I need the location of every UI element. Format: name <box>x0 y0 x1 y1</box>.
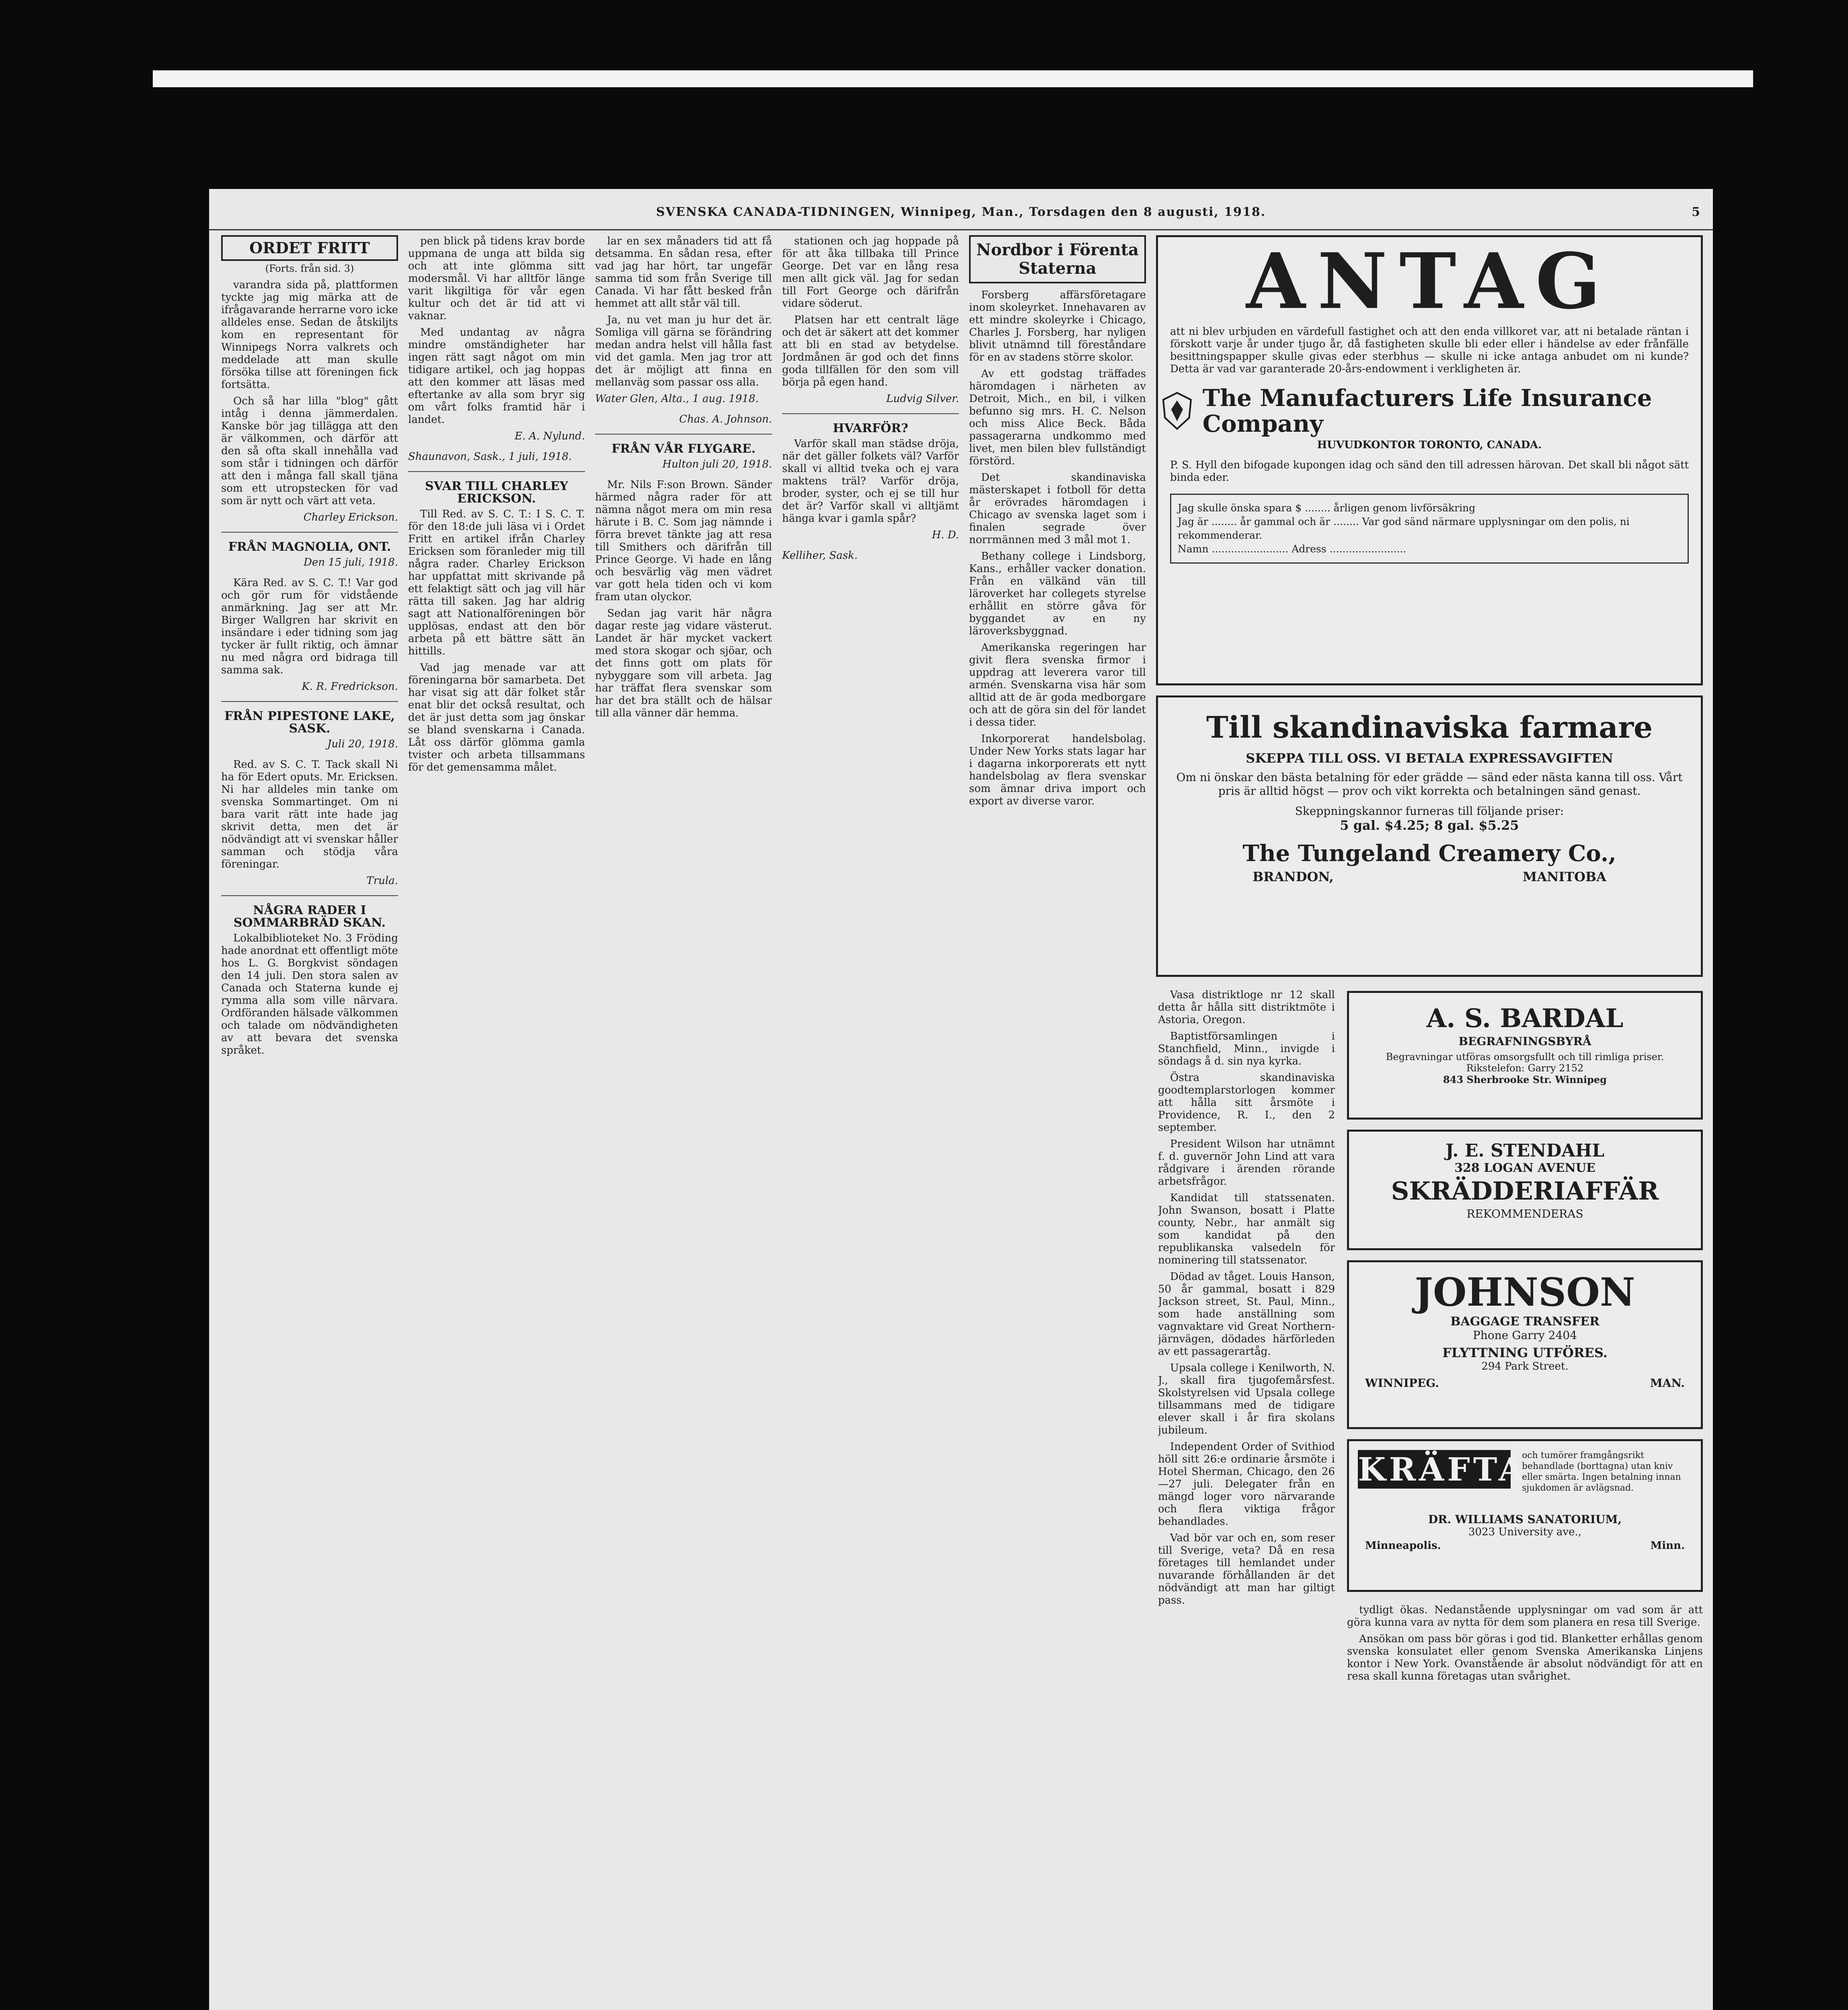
article-text: pen blick på tidens krav borde uppmana de unga att bilda sig och att inte glömma sitt modersmål. Vi har alltför länge varit likgiltiga för vår egen kultur och det är tid att vi vaknar. <box>408 235 585 322</box>
ad-hq: HUVUDKONTOR TORONTO, CANADA. <box>1317 439 1542 451</box>
signature: Charley Erickson. <box>303 511 398 523</box>
article-heading: FRÅN VÅR FLYGARE. <box>611 442 756 456</box>
dateline: Hulton juli 20, 1918. <box>662 458 772 470</box>
crest-icon <box>1158 387 1196 435</box>
ad-city: WINNIPEG. <box>1365 1376 1439 1390</box>
divider <box>595 434 772 435</box>
article-text: Red. av S. C. T. Tack skall Ni ha för Edert oputs. Mr. Ericksen. Ni har alldeles min tanke om svenska Sommartinget. Om ni bara varit rätt inte hade jag skrivit detta, men det är nödvändigt att vi svenskar håller samman och stödja våra föreningar. <box>221 759 398 870</box>
ad-location <box>1349 1372 1701 1394</box>
dateline: Juli 20, 1918. <box>327 738 398 750</box>
ad-name: JOHNSON <box>1415 1270 1635 1315</box>
ad-headline: ANTAG <box>1246 236 1613 326</box>
ad-phone: Rikstelefon: Garry 2152 <box>1466 1062 1584 1074</box>
ad-note: P. S. Hyll den bifogade kupongen idag och sänd den till adressen härovan. Det skall bli något sätt binda eder. <box>1170 459 1689 484</box>
divider <box>782 413 959 414</box>
ad-address: 328 LOGAN AVENUE <box>1454 1161 1595 1175</box>
ad-body: att ni blev urbjuden en värdefull fastighet och att den enda villkoret var, att ni betalade räntan i förskott varje år under tjugo år, då fastigheten skulle bli eder eller i händelse av eder frånfälle besittningspapper skulle givas eder sterbhus — skulle ni icke antaga anbudet om ni kunde? Detta är vad var garanterade 20-års-endowment i verkligheten är. <box>1170 326 1689 375</box>
ad-line: FLYTTNING UTFÖRES. <box>1442 1345 1608 1360</box>
article-text: Bethany college i Lindsborg, Kans., erhåller vacker donation. Från en välkänd vän till läroverket har collegets styrelse erhållit en större gåva för byggandet av en ny läroverksbyggnad. <box>969 550 1146 637</box>
column-3 <box>595 235 772 2010</box>
column-7 <box>1347 1604 1703 2010</box>
ad-city: BRANDON, <box>1253 869 1334 884</box>
dateline: Den 15 juli, 1918. <box>304 556 398 568</box>
ad-phone: Phone Garry 2404 <box>1472 1329 1577 1342</box>
ad-address: 294 Park Street. <box>1481 1360 1569 1372</box>
article-text: Lokalbiblioteket No. 3 Fröding hade anordnat ett offentligt möte hos L. G. Borgkvist söndagen den 14 juli. Den stora salen av Canada och Staterna kunde ej rymma alla som ville närvara. Ordföranden hälsade välkommen och talade om nödvändigheten av att bevara det svenska språket. <box>221 932 398 1056</box>
ad-body: Om ni önskar den bästa betalning för eder grädde — sänd eder nästa kanna till oss. Vårt pris är alltid högst — prov och vikt korrekta och betalningen sänd genast. <box>1176 771 1683 798</box>
article-text: Kära Red. av S. C. T.! Var god och gör rum för vidstående anmärkning. Jag ser att Mr. Birger Wallgren har skrivit en insändare i eder tidning som jag tycker är fullt riktig, och ämnar nu med några ord bidraga till samma sak. <box>221 577 398 676</box>
ordet-fritt-heading: ORDET FRITT <box>221 235 398 261</box>
ad-headline: KRÄFTA <box>1358 1450 1527 1488</box>
article-heading: NÅGRA RADER I SOMMARBRÄD SKAN. <box>233 903 386 930</box>
ad-address: 843 Sherbrooke Str. Winnipeg <box>1443 1074 1607 1085</box>
ad-headline: Till skandinaviska farmare <box>1206 710 1653 745</box>
news-item: Independent Order of Svithiod höll sitt 26:e ordinarie årsmöte i Hotel Sherman, Chicago, den 26—27 juli. Delegater från en mängd loger voro närvarande och flera viktiga frågor behandlades. <box>1158 1441 1335 1528</box>
divider <box>221 532 398 533</box>
divider <box>221 895 398 896</box>
column-6 <box>1158 989 1335 2010</box>
poem-heading: HVARFÖR? <box>833 421 908 435</box>
ad-body: och tumörer framgångsrikt behandlade (borttagna) utan kniv eller smärta. Ingen betalning innan sjukdomen är avlägsnad. <box>1522 1450 1681 1493</box>
dateline: Shaunavon, Sask., 1 juli, 1918. <box>408 451 572 463</box>
column-1 <box>221 235 398 2010</box>
ad-city: Minneapolis. <box>1365 1540 1441 1552</box>
article-text: Och så har lilla "blog" gått intåg i denna jämmerdalen. Kanske bör jag tillägga att den är välkommen, och därför att den så ofta skall innehålla vad som står i tidningen och därför att den i många fall skall tjäna som ett utropstecken för vad som är nytt och värt att veta. <box>221 395 398 507</box>
nordbor-box-heading: Nordbor i Förenta Staterna <box>969 235 1146 283</box>
column-2 <box>408 235 585 2010</box>
article-text: Ansökan om pass bör göras i god tid. Blanketter erhållas genom svenska konsulatet eller genom Svenska Amerikanska Linjens kontor i New York. Ovanstående är absolut nödvändigt för att en resa skall kunna företagas utan svårighet. <box>1347 1633 1703 1682</box>
ad-state: Minn. <box>1650 1540 1685 1552</box>
article-text: Med undantag av några mindre omständigheter har ingen rätt sagt något om min tidigare artikel, och jag hoppas att den kommer att läsas med eftertanke av alla som bryr sig om vårt folks framtid här i landet. <box>408 326 585 426</box>
coupon <box>1170 494 1689 564</box>
bardal-ad <box>1347 991 1703 1120</box>
signature: Trula. <box>366 875 398 887</box>
page-number: 5 <box>1692 205 1701 219</box>
article-text: varandra sida på, plattformen tyckte jag mig märka att de ifrågavarande herrarne voro icke alldeles ense. Sedan de åtskiljts kom en representant för Winnipegs Norra valkrets och meddelade att man skulle försöka tillse att föreningen fick fortsätta. <box>221 279 398 391</box>
ad-address: 3023 University ave., <box>1468 1526 1582 1538</box>
signature: Ludvig Silver. <box>886 393 959 405</box>
news-item: Upsala college i Kenilworth, N. J., skall fira tjugofemårsfest. Skolstyrelsen vid Upsala college tillsammans med de tidigare elever skall i år fira skolans jubileum. <box>1158 1362 1335 1436</box>
article-text: Till Red. av S. C. T.: I S. C. T. för den 18:de juli läsa vi i Ordet Fritt en artikel ifrån Charley Ericksen som föranleder mig till några rader. Charley Erickson har uppfattat mitt skrivande på ett felaktigt sätt och jag vill här rätta till saken. Jag har aldrig sagt att Nationalföreningen bör upplösas, endast att den bör arbeta på ett bättre sätt än hittills. <box>408 508 585 657</box>
ad-line: SKRÄDDERIAFFÄR <box>1391 1176 1659 1206</box>
ad-province: MANITOBA <box>1522 869 1606 884</box>
ad-location <box>1349 1538 1701 1553</box>
ad-name: J. E. STENDAHL <box>1445 1140 1605 1161</box>
ad-subheadline: SKEPPA TILL OSS. VI BETALA EXPRESSAVGIFTEN <box>1246 751 1613 766</box>
coupon-line: Jag skulle önska spara $ ........ årligen genom livförsäkring <box>1178 502 1476 514</box>
ad-prices-intro: Skeppningskannor furneras till följande priser: <box>1295 804 1564 818</box>
news-item: Östra skandinaviska goodtemplarstorlogen kommer att hålla sitt årsmöte i Providence, R. I., den 2 september. <box>1158 1072 1335 1134</box>
masthead <box>209 205 1713 230</box>
creamery-ad <box>1156 695 1703 977</box>
krafta-ad <box>1347 1439 1703 1592</box>
ad-province: MAN. <box>1650 1376 1685 1390</box>
newspaper-page <box>209 189 1713 2010</box>
article-text: Sedan jag varit här några dagar reste jag vidare västerut. Landet är här mycket vackert med stora skogar och sjöar, och det finns gott om plats för nybyggare som vill arbeta. Jag har träffat flera svenskar som har det bra ställt och de hälsar till alla vänner där hemma. <box>595 607 772 719</box>
poem-text: Varför skall man städse dröja, när det gäller folkets väl? Varför skall vi alltid tveka och ej vara maktens träl? Varför dröja, broder, syster, och ej se till hur det är? Varför skall vi alltjämt hänga kvar i gamla spår? <box>782 438 959 525</box>
ad-line: BAGGAGE TRANSFER <box>1450 1315 1600 1329</box>
film-strip-top <box>153 70 1753 87</box>
signature: K. R. Fredrickson. <box>302 681 398 693</box>
signature: H. D. <box>932 529 959 541</box>
ad-logo-row <box>1158 385 1701 437</box>
news-item: Vasa distriktloge nr 12 skall detta år hålla sitt distriktmöte i Astoria, Oregon. <box>1158 989 1335 1026</box>
article-text: Platsen har ett centralt läge och det är säkert att det kommer att bli en stad av betydelse. Jordmånen är god och det finns goda tillfällen för den som vill börja på egen hand. <box>782 314 959 388</box>
news-item: Baptistförsamlingen i Stanchfield, Minn., invigde i söndags å d. sin nya kyrka. <box>1158 1030 1335 1067</box>
divider <box>221 701 398 702</box>
dateline: Kelliher, Sask. <box>782 550 858 562</box>
ad-company: The Manufacturers Life Insurance Company <box>1202 384 1652 437</box>
ad-name: DR. WILLIAMS SANATORIUM, <box>1428 1513 1622 1526</box>
article-text: tydligt ökas. Nedanstående upplysningar om vad som är att göra kunna vara av nytta för dem som planera en resa till Sverige. <box>1347 1604 1703 1629</box>
dateline: Water Glen, Alta., 1 aug. 1918. <box>595 393 759 405</box>
johnson-ad <box>1347 1260 1703 1429</box>
manufacturers-life-ad <box>1156 235 1703 685</box>
news-item: President Wilson har utnämnt f. d. guvernör John Lind att vara rådgivare i ärenden rörande arbetsfrågor. <box>1158 1138 1335 1188</box>
ad-name: A. S. BARDAL <box>1426 1003 1624 1034</box>
article-text: Mr. Nils F:son Brown. Sänder härmed några rader för att nämna något mera om min resa härute i B. C. Som jag nämnde i förra brevet tänkte jag att resa till Smithers och därifrån till Prince George. Vi hade en lång och besvärlig väg men vädret var gott hela tiden och vi kom fram utan olyckor. <box>595 479 772 603</box>
article-text: Ja, nu vet man ju hur det är. Somliga vill gärna se förändring medan andra helst vill hålla fast vid det gamla. Men jag tror att det är möjligt att finna en mellanväg som passar oss alla. <box>595 314 772 388</box>
column-5 <box>969 235 1146 2010</box>
news-item: Dödad av tåget. Louis Hanson, 50 år gammal, bosatt i 829 Jackson street, St. Paul, Minn., som hade anställning som vagnvaktare vid Great Northern-järnvägen, dödades härförleden av ett passagerartåg. <box>1158 1271 1335 1358</box>
article-text: lar en sex månaders tid att få detsamma. En sådan resa, efter vad jag har hört, tar ungefär samma tid som från Sverige till Canada. Vi har fått besked från hemmet att allt står väl till. <box>595 235 772 310</box>
stendahl-ad <box>1347 1130 1703 1250</box>
article-text: Vad jag menade var att föreningarna bör samarbeta. Det har visat sig att där folket står enat blir det också resultat, och det är just detta som jag önskar se bland svenskarna i Canada. Låt oss därför glömma gamla tvister och arbeta tillsammans för det gemensamma målet. <box>408 662 585 773</box>
ad-prices: 5 gal. $4.25; 8 gal. $5.25 <box>1340 818 1519 833</box>
article-heading: FRÅN MAGNOLIA, ONT. <box>228 540 391 554</box>
ad-company: The Tungeland Creamery Co., <box>1242 840 1616 867</box>
signature: Chas. A. Johnson. <box>679 413 772 425</box>
news-item: Kandidat till statssenaten. John Swanson, bosatt i Platte county, Nebr., har anmält sig som kandidat på den republikanska valsedeln för nominering till statssenator. <box>1158 1192 1335 1266</box>
article-heading: SVAR TILL CHARLEY ERICKSON. <box>425 479 569 506</box>
article-text: Av ett godstag träffades häromdagen i närheten av Detroit, Mich., en bil, i vilken befunno sig mrs. H. C. Nelson och miss Alice Beck. Båda passagerarna undkommo med livet, men bilen blev fullständigt förstörd. <box>969 368 1146 467</box>
column-4 <box>782 235 959 2010</box>
article-text: stationen och jag hoppade på för att åka tillbaka till Prince George. Det var en lång resa men allt gick väl. Jag for sedan till Fort George och därifrån vidare söderut. <box>782 235 959 310</box>
ad-line: BEGRAFNINGSBYRÅ <box>1458 1035 1591 1048</box>
masthead-title: SVENSKA CANADA-TIDNINGEN, Winnipeg, Man., Torsdagen den 8 augusti, 1918. <box>656 205 1266 219</box>
coupon-line: Namn ........................ Adress ........................ <box>1178 543 1407 555</box>
ad-line: Begravningar utföras omsorgsfullt och till rimliga priser. <box>1386 1051 1664 1062</box>
divider <box>408 471 585 472</box>
ad-location <box>1158 869 1701 884</box>
article-text: Amerikanska regeringen har givit flera svenska firmor i uppdrag att leverera varor till armén. Svenskarna visa här som alltid att de är goda medborgare och att de göra sin del för landet i dessa tider. <box>969 642 1146 728</box>
ad-line: REKOMMENDERAS <box>1466 1207 1583 1220</box>
article-text: Det skandinaviska mästerskapet i fotboll för detta år erövrades häromdagen i Chicago av svenska laget som i finalen segrade över norrmännen med 3 mål mot 1. <box>969 472 1146 546</box>
coupon-line: Jag är ........ år gammal och är ........ Var god sänd närmare upplysningar om den polis, ni rekommenderar. <box>1178 516 1630 541</box>
article-text: Forsberg affärsföretagare inom skoleyrket. Innehavaren av ett mindre skoleyrke i Chicago, Charles J. Forsberg, har nyligen blivit utnämnd till föreståndare för en av stadens större skolor. <box>969 289 1146 363</box>
article-heading: FRÅN PIPESTONE LAKE, SASK. <box>224 709 395 736</box>
ordet-fritt-sub: (Forts. från sid. 3) <box>265 263 354 274</box>
article-text: Inkorporerat handelsbolag. Under New Yorks stats lagar har i dagarna inkorporerats ett nytt handelsbolag av flera svenskar som ämnar driva import och export av diverse varor. <box>969 733 1146 807</box>
signature: E. A. Nylund. <box>515 430 585 442</box>
news-item: Vad bör var och en, som reser till Sverige, veta? Då en resa företages till hemlandet under nuvarande förhållanden är det nödvändigt att man har giltigt pass. <box>1158 1532 1335 1606</box>
